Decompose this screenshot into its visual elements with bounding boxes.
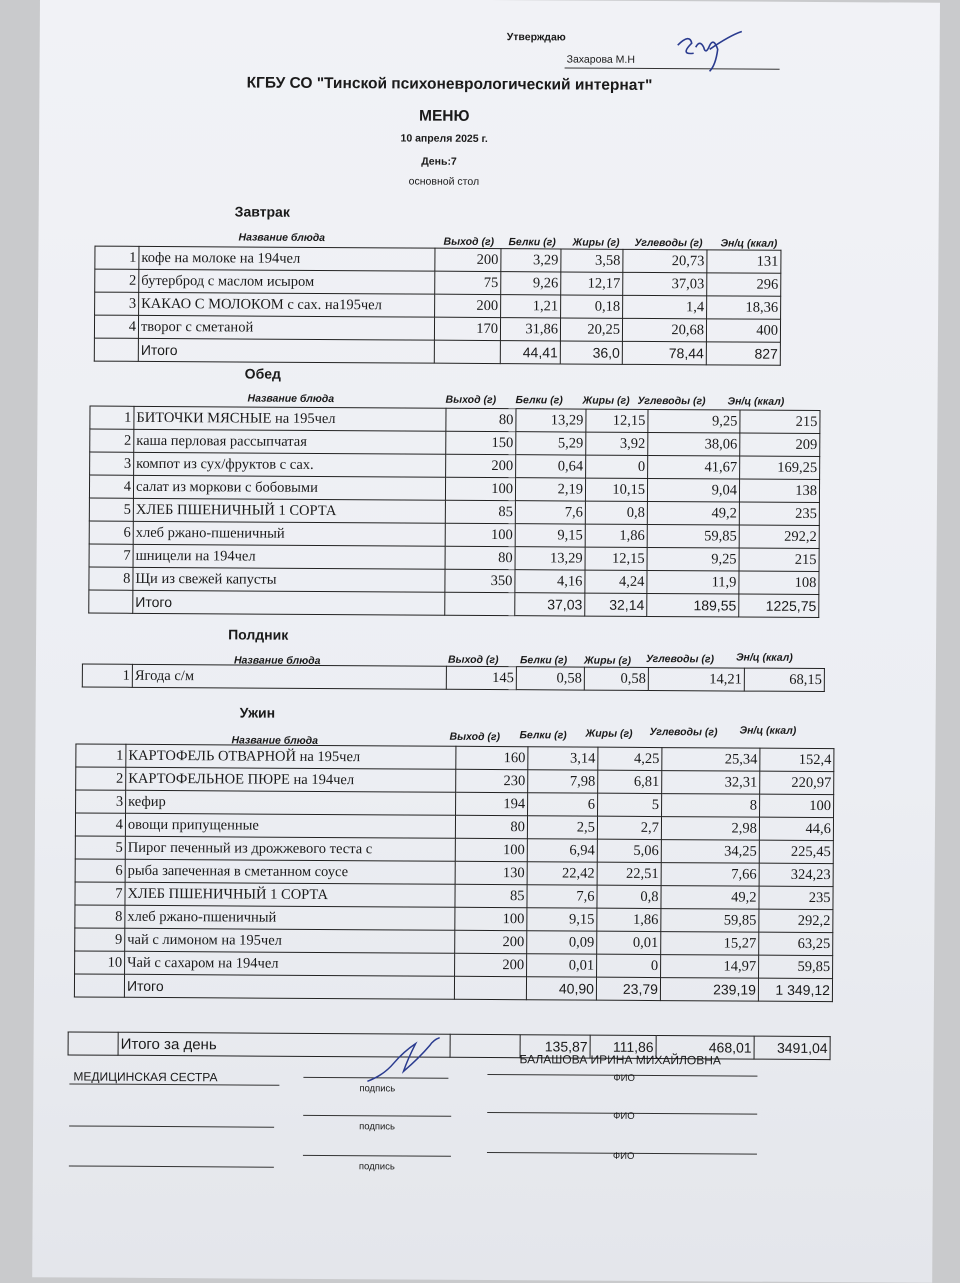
dish-name: хлеб ржано-пшеничный [133, 521, 445, 546]
dish-name: БИТОЧКИ МЯСНЫЕ на 195чел [134, 406, 446, 431]
col-header-name: Название блюда [233, 654, 321, 667]
col-header-energy: Эн/ц (ккал) [739, 724, 797, 737]
dish-name: творог с сметаной [138, 315, 434, 340]
nurse-name: БАЛАШОВА ИРИНА МИХАЙЛОВНА [519, 1052, 722, 1068]
dish-protein: 7,6 [527, 885, 597, 908]
total-protein: 37,03 [515, 593, 585, 616]
dish-fat: 0,8 [585, 501, 647, 524]
dish-protein: 13,29 [516, 409, 586, 432]
fio-caption-1: ФИО [613, 1072, 635, 1084]
row-number: 5 [89, 498, 133, 521]
dish-output: 200 [435, 248, 501, 271]
dish-energy: 292,2 [739, 525, 819, 548]
dish-output: 170 [434, 317, 500, 340]
snack-table [82, 664, 825, 693]
breakfast-table [94, 246, 782, 366]
nurse-label: МЕДИЦИНСКАЯ СЕСТРА [73, 1069, 218, 1085]
section-title-breakfast: Завтрак [234, 203, 290, 220]
dish-fat: 12,17 [561, 272, 623, 295]
col-header-carbs: Углеводы (г) [645, 652, 715, 666]
dish-name: кефир [126, 790, 456, 815]
dish-protein: 3,29 [501, 249, 561, 272]
col-header-protein: Белки (г) [508, 236, 556, 249]
dish-fat: 1,86 [597, 908, 661, 931]
dish-fat: 0,58 [584, 667, 648, 690]
row-number: 8 [75, 905, 125, 928]
row-number: 10 [75, 951, 125, 974]
dish-energy: 225,45 [759, 840, 833, 863]
dish-name: рыба запеченная в сметанном соусе [125, 859, 455, 884]
table-row [82, 664, 824, 692]
dish-fat: 6,81 [598, 770, 662, 793]
col-header-protein: Белки (г) [519, 654, 568, 667]
dish-carbs: 38,06 [648, 432, 740, 456]
total-label: Итого [133, 590, 445, 615]
menu-day: День:7 [421, 155, 457, 168]
dish-energy: 215 [739, 548, 819, 571]
col-header-protein: Белки (г) [515, 394, 563, 407]
total-energy: 827 [706, 342, 780, 365]
row-number: 7 [89, 544, 133, 567]
dish-fat: 1,86 [585, 524, 647, 547]
dish-fat: 12,15 [585, 547, 647, 570]
col-header-name: Название блюда [247, 392, 335, 406]
dish-output: 200 [446, 454, 516, 477]
dish-output: 80 [455, 815, 527, 838]
dish-name: Ягода с/м [132, 664, 446, 689]
total-row [94, 338, 780, 365]
dish-output: 130 [455, 861, 527, 884]
row-number: 2 [76, 767, 126, 790]
dish-protein: 1,21 [501, 295, 561, 318]
dish-output: 85 [455, 884, 527, 907]
total-fat: 23,79 [596, 977, 660, 1000]
col-header-energy: Эн/ц (ккал) [727, 395, 785, 408]
row-number: 5 [75, 836, 125, 859]
dish-output: 100 [455, 838, 527, 861]
dish-fat: 10,15 [585, 478, 647, 501]
dish-output: 200 [455, 953, 527, 976]
dish-output: 80 [445, 546, 515, 569]
dish-energy: 220,97 [760, 771, 834, 794]
dish-protein: 6 [528, 793, 598, 816]
col-header-name: Название блюда [231, 734, 319, 747]
dish-output: 350 [445, 569, 515, 592]
row-number: 4 [75, 813, 125, 836]
row-number: 6 [89, 521, 133, 544]
dish-carbs: 2,98 [661, 817, 759, 841]
dish-name: овощи припущенные [125, 813, 455, 838]
dish-name: шницели на 194чел [133, 544, 445, 569]
dish-protein: 6,94 [527, 839, 597, 862]
signature-line-3 [303, 1155, 451, 1157]
dish-fat: 4,25 [598, 747, 662, 770]
dish-carbs: 59,85 [661, 909, 759, 933]
row-number: 8 [89, 567, 133, 590]
signature-caption-3: подпись [358, 1161, 395, 1173]
dish-carbs: 25,34 [662, 748, 760, 772]
dish-output: 230 [456, 769, 528, 792]
dish-fat: 22,51 [597, 862, 661, 885]
nurse-label-line [69, 1083, 279, 1085]
dish-output: 80 [446, 408, 516, 431]
col-header-fat: Жиры (г) [582, 394, 630, 407]
fio-caption-2: ФИО [613, 1110, 635, 1122]
dish-protein: 0,09 [527, 931, 597, 954]
col-header-output: Выход (г) [443, 235, 495, 249]
dish-energy: 138 [739, 479, 819, 502]
dish-protein: 2,19 [515, 478, 585, 501]
signature-line-2a [69, 1125, 274, 1127]
dish-energy: 68,15 [744, 668, 824, 691]
dish-fat: 0,01 [597, 931, 661, 954]
day-total-fat: 111,86 [590, 1035, 656, 1058]
nurse-signature-icon [363, 1035, 443, 1089]
dish-output: 100 [445, 523, 515, 546]
dish-protein: 13,29 [515, 547, 585, 570]
dish-carbs: 49,2 [647, 501, 739, 525]
col-header-output: Выход (г) [449, 730, 501, 744]
row-number: 7 [75, 882, 125, 905]
dish-protein: 4,16 [515, 570, 585, 593]
dish-output: 200 [435, 294, 501, 317]
dish-fat: 5,06 [597, 839, 661, 862]
dish-energy: 44,6 [759, 817, 833, 840]
dish-fat: 0 [586, 455, 648, 478]
dish-energy: 59,85 [759, 955, 833, 978]
col-header-carbs: Углеводы (г) [634, 236, 703, 250]
dish-energy: 152,4 [760, 748, 834, 771]
section-title-dinner: Ужин [239, 704, 276, 721]
total-carbs: 239,19 [660, 978, 758, 1002]
dish-energy: 100 [760, 794, 834, 817]
dish-protein: 7,98 [528, 770, 598, 793]
dish-carbs: 37,03 [623, 272, 707, 296]
day-total-energy: 3491,04 [754, 1036, 830, 1059]
dish-fat: 3,58 [561, 249, 623, 272]
approver-name: Захарова М.Н [566, 53, 635, 66]
dish-carbs: 20,68 [622, 318, 706, 342]
section-title-snack: Полдник [228, 626, 289, 643]
dish-protein: 9,26 [501, 272, 561, 295]
total-protein: 40,90 [526, 977, 596, 1000]
menu-document [32, 0, 940, 1283]
dish-protein: 9,15 [527, 908, 597, 931]
signature-caption-2: подпись [359, 1121, 396, 1133]
total-fat: 36,0 [560, 341, 622, 364]
dish-fat: 2,7 [597, 816, 661, 839]
dish-output: 75 [435, 271, 501, 294]
dish-protein: 0,01 [527, 954, 597, 977]
dish-carbs: 14,21 [648, 667, 744, 691]
dish-protein: 7,6 [515, 501, 585, 524]
dish-fat: 5 [598, 793, 662, 816]
dish-carbs: 20,73 [623, 249, 707, 273]
dish-output: 160 [456, 746, 528, 769]
col-header-fat: Жиры (г) [583, 654, 632, 667]
dish-fat: 0,18 [561, 295, 623, 318]
row-number: 9 [75, 928, 125, 951]
dish-carbs: 49,2 [661, 886, 759, 910]
col-header-carbs: Углеводы (г) [637, 394, 706, 408]
total-row [74, 974, 832, 1002]
row-number: 4 [94, 315, 138, 338]
dish-carbs: 1,4 [623, 295, 707, 319]
menu-table-type: основной стол [408, 175, 480, 188]
row-number: 2 [95, 269, 139, 292]
dish-energy: 235 [739, 502, 819, 525]
total-fat: 32,14 [585, 593, 647, 616]
dish-energy: 169,25 [740, 456, 820, 479]
dish-energy: 400 [706, 319, 780, 342]
row-number: 1 [95, 246, 139, 269]
section-title-lunch: Обед [244, 365, 281, 382]
dinner-table [74, 743, 835, 1002]
dish-fat: 3,92 [586, 432, 648, 455]
row-number: 1 [82, 664, 132, 687]
col-header-output: Выход (г) [445, 393, 497, 407]
dish-name: чай с лимоном на 195чел [125, 928, 455, 953]
menu-date: 10 апреля 2025 г. [400, 132, 488, 145]
total-label: Итого [124, 974, 454, 999]
fio-caption-3: ФИО [612, 1150, 635, 1162]
dish-output: 100 [445, 477, 515, 500]
col-header-fat: Жиры (г) [585, 727, 633, 740]
signature-line-2 [303, 1115, 451, 1117]
dish-name: каша перловая рассыпчатая [134, 429, 446, 454]
lunch-table [88, 406, 820, 618]
row-number: 4 [89, 475, 133, 498]
day-total-label: Итого за день [118, 1032, 450, 1057]
dish-protein: 2,5 [527, 816, 597, 839]
dish-protein: 5,29 [516, 432, 586, 455]
dish-energy: 18,36 [707, 296, 781, 319]
dish-energy: 296 [707, 273, 781, 296]
dish-protein: 22,42 [527, 862, 597, 885]
dish-carbs: 41,67 [648, 455, 740, 479]
total-label: Итого [138, 338, 434, 363]
dish-output: 85 [445, 500, 515, 523]
dish-name: Чай с сахаром на 194чел [125, 951, 455, 976]
dish-fat: 12,15 [586, 409, 648, 432]
row-number: 6 [75, 859, 125, 882]
row-number: 1 [90, 406, 134, 429]
dish-energy: 108 [739, 571, 819, 594]
dish-output: 194 [456, 792, 528, 815]
dish-output: 200 [455, 930, 527, 953]
total-energy: 1 349,12 [758, 978, 832, 1001]
dish-output: 100 [455, 907, 527, 930]
approve-label: Утверждаю [506, 31, 566, 44]
dish-carbs: 34,25 [661, 840, 759, 864]
total-carbs: 78,44 [622, 341, 706, 365]
row-number: 3 [95, 292, 139, 315]
signature-caption-1: подпись [359, 1083, 396, 1095]
dish-carbs: 9,25 [648, 409, 740, 433]
dish-output: 150 [446, 431, 516, 454]
dish-output: 145 [446, 666, 516, 689]
dish-carbs: 32,31 [662, 771, 760, 795]
approver-signature-icon [670, 25, 750, 75]
dish-fat: 4,24 [585, 570, 647, 593]
dish-energy: 292,2 [759, 909, 833, 932]
dish-energy: 235 [759, 886, 833, 909]
page-title: МЕНЮ [419, 107, 470, 125]
dish-energy: 63,25 [759, 932, 833, 955]
dish-name: КАРТОФЕЛЬ ОТВАРНОЙ на 195чел [126, 744, 456, 769]
dish-protein: 9,15 [515, 524, 585, 547]
dish-name: КАКАО С МОЛОКОМ с сах. на195чел [139, 292, 435, 317]
dish-name: бутерброд с маслом исыром [139, 269, 435, 294]
dish-protein: 0,58 [516, 667, 584, 690]
row-number: 1 [76, 744, 126, 767]
col-header-protein: Белки (г) [519, 729, 567, 742]
total-protein: 44,41 [500, 341, 560, 364]
day-total-protein: 135,87 [520, 1035, 590, 1058]
col-header-energy: Эн/ц (ккал) [720, 237, 778, 250]
dish-carbs: 59,85 [647, 524, 739, 548]
dish-name: Щи из свежей капусты [133, 567, 445, 592]
dish-energy: 324,23 [759, 863, 833, 886]
total-energy: 1225,75 [739, 594, 819, 617]
dish-carbs: 9,25 [647, 547, 739, 571]
col-header-output: Выход (г) [447, 653, 499, 667]
dish-carbs: 15,27 [661, 932, 759, 956]
dish-fat: 20,25 [560, 318, 622, 341]
dish-name: КАРТОФЕЛЬНОЕ ПЮРЕ на 194чел [126, 767, 456, 792]
dish-protein: 31,86 [500, 318, 560, 341]
total-row [89, 590, 819, 617]
dish-name: кофе на молоке на 194чел [139, 246, 435, 271]
dish-carbs: 8 [662, 794, 760, 818]
dish-name: ХЛЕБ ПШЕНИЧНЫЙ 1 СОРТА [125, 882, 455, 907]
col-header-carbs: Углеводы (г) [649, 725, 718, 739]
signature-line-3a [69, 1165, 274, 1167]
dish-carbs: 11,9 [647, 570, 739, 594]
dish-name: ХЛЕБ ПШЕНИЧНЫЙ 1 СОРТА [133, 498, 445, 523]
col-header-fat: Жиры (г) [572, 236, 620, 249]
dish-carbs: 14,97 [661, 955, 759, 979]
row-number: 3 [90, 452, 134, 475]
dish-carbs: 9,04 [647, 478, 739, 502]
dish-fat: 0,8 [597, 885, 661, 908]
col-header-name: Название блюда [238, 231, 326, 244]
dish-carbs: 7,66 [661, 863, 759, 887]
dish-name: хлеб ржано-пшеничный [125, 905, 455, 930]
day-total-carbs: 468,01 [656, 1036, 754, 1060]
dish-protein: 3,14 [528, 747, 598, 770]
total-carbs: 189,55 [647, 593, 739, 617]
dish-protein: 0,64 [516, 455, 586, 478]
dish-energy: 131 [707, 250, 781, 273]
dish-energy: 215 [740, 410, 820, 433]
dish-fat: 0 [597, 954, 661, 977]
dish-energy: 209 [740, 433, 820, 456]
row-number: 2 [90, 429, 134, 452]
row-number: 3 [76, 790, 126, 813]
dish-name: Пирог печенный из дрожжевого теста с [125, 836, 455, 861]
dish-name: компот из сух/фруктов с сах. [134, 452, 446, 477]
dish-name: салат из моркови с бобовыми [133, 475, 445, 500]
organization-name: КГБУ СО "Тинской психоневрологический интернат" [246, 74, 653, 94]
col-header-energy: Эн/ц (ккал) [735, 651, 793, 664]
